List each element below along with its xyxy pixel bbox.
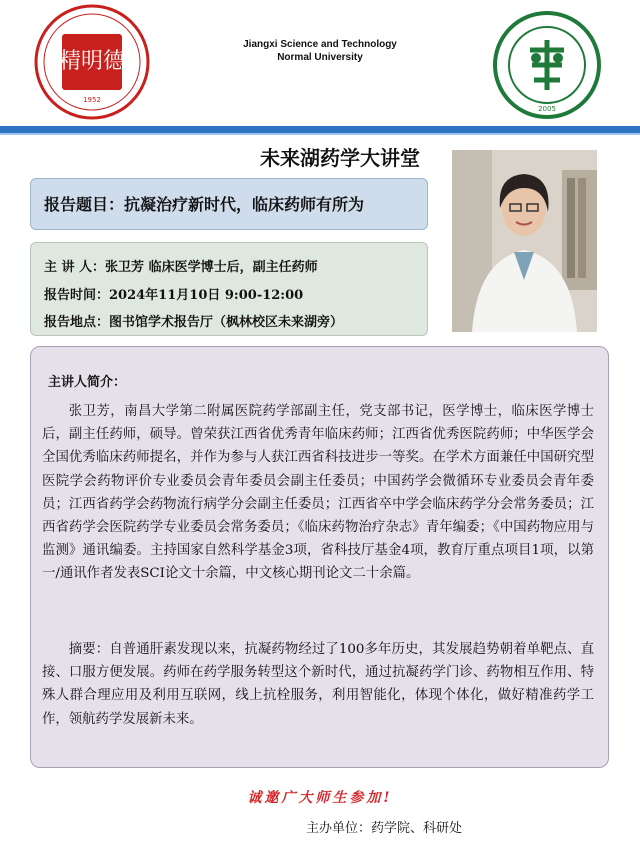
svg-text:2005: 2005 — [538, 105, 556, 113]
header-divider — [0, 126, 640, 133]
abstract-paragraph: 摘要：自普通肝素发现以来，抗凝药物经过了100多年历史，其发展趋势朝着单靶点、直接、口服方便发展。药师在药学服务转型这个新时代，通过抗凝药学门诊、药物相互作用、特殊人群合理应用及利用互联网，线上抗栓服务，利用智能化，体现个体化，做好精准药学工作，领航药学发展新未来。 — [42, 642, 594, 727]
university-logo-right — [490, 10, 605, 120]
speaker-line: 主 讲 人：张卫芳 临床医学博士后，副主任药师 — [44, 260, 318, 275]
svg-text:1952: 1952 — [83, 96, 101, 104]
university-name-line1: Jiangxi Science and Technology — [243, 39, 397, 50]
bio-heading: 主讲人简介： — [48, 375, 127, 390]
logo-chars: 精明德 — [58, 49, 126, 74]
university-logo-left — [32, 2, 152, 122]
speaker-photo — [452, 150, 597, 332]
university-name — [190, 38, 450, 64]
bio-paragraph: 张卫芳，南昌大学第二附属医院药学部副主任，党支部书记，医学博士，临床医学博士后，副主任药师，硕导。曾荣获江西省优秀青年临床药师；江西省优秀医院药师；中华医学会全国优秀临床药师提名，并作为参与人获江西省科技进步一等奖。在学术方面兼任中国研究型医院学会药物评价专业委员会青年委员会副主任委员；中国药学会微循环专业委员会青年委员；江西省药学会药物流行病学分会副主任委员；江西省卒中学会临床药学分会常务委员；江西省药学会医院药学专业委员会常务委员；《临床药物治疗杂志》青年编委；《中国药物应用与监测》通讯编委。主持国家自然科学基金3项，省科技厅基金4项，教育厅重点项目1项，以第一/通讯作者发表SCI论文十余篇，中文核心期刊论文二十余篇。 — [42, 404, 594, 582]
place-line: 报告地点：图书馆学术报告厅（枫林校区未来湖旁） — [44, 315, 344, 330]
header-divider-light — [0, 133, 640, 135]
host-organizers: 主办单位：药学院、科研处 — [306, 821, 463, 836]
report-topic: 报告题目：抗凝治疗新时代，临床药师有所为 — [44, 195, 365, 214]
university-name-line2: Normal University — [277, 52, 363, 63]
invitation-text: 诚邀广大师生参加! — [247, 790, 393, 806]
time-line: 报告时间：2024年11月10日 9:00-12:00 — [44, 288, 304, 303]
series-title: 未来湖药学大讲堂 — [260, 146, 420, 170]
